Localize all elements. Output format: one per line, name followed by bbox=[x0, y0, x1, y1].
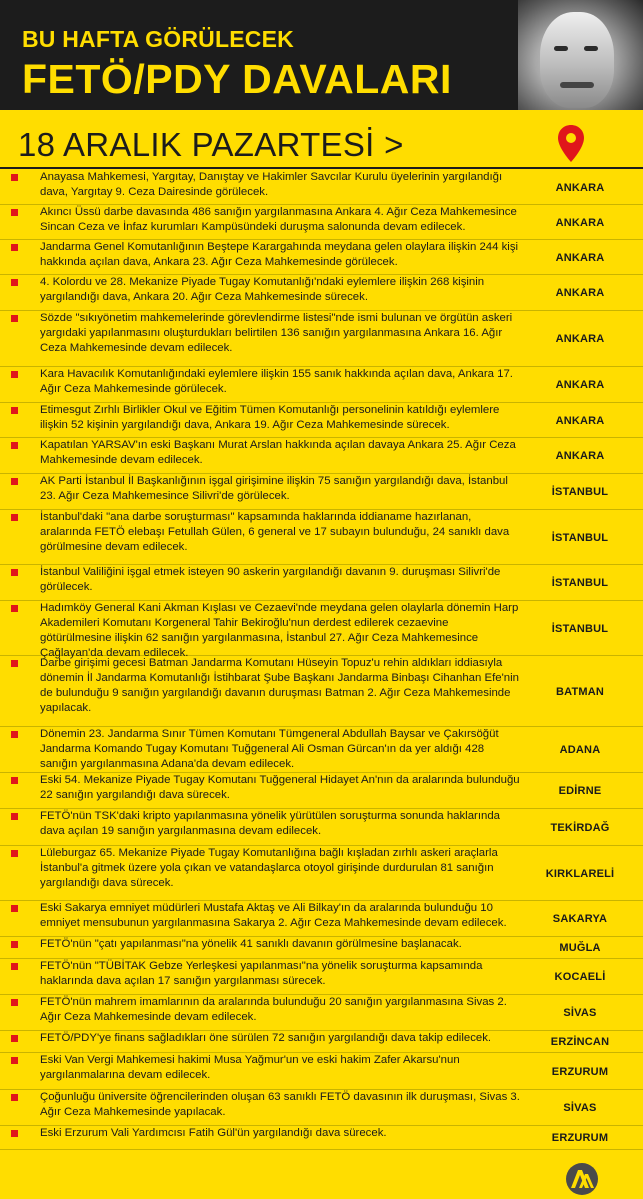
case-city: ERZURUM bbox=[551, 1066, 609, 1078]
case-description: Jandarma Genel Komutanlığının Beştepe Karargahında meydana gelen olaylara ilişkin 244 kişi hakkında açılan dava, Ankara 23. Ağır Ceza Mahkemesinde görülecek. bbox=[40, 241, 519, 268]
header-title: FETÖ/PDY DAVALARI bbox=[22, 56, 452, 102]
case-city: EDİRNE bbox=[558, 785, 602, 797]
case-city: SİVAS bbox=[563, 1102, 597, 1114]
date-row bbox=[0, 118, 643, 168]
red-bullet-icon bbox=[11, 569, 18, 576]
header-banner bbox=[0, 0, 643, 110]
case-description: FETÖ'nün TSK'daki kripto yapılanmasına yönelik yürütülen soruşturma sonunda haklarında dava açılan 19 sanığın yargılanmasına devam edilecek. bbox=[40, 810, 501, 837]
red-bullet-icon bbox=[11, 407, 18, 414]
case-city: ANKARA bbox=[555, 333, 605, 345]
case-description: Eski Van Vergi Mahkemesi hakimi Musa Yağmur'un ve eski hakim Zafer Akarsu'nun yargılanmalarına devam edilecek. bbox=[40, 1054, 460, 1081]
case-city: ANKARA bbox=[555, 415, 605, 427]
case-city: KOCAELİ bbox=[554, 971, 606, 983]
case-city: ANKARA bbox=[555, 182, 605, 194]
portrait-face bbox=[540, 12, 614, 108]
red-bullet-icon bbox=[11, 1057, 18, 1064]
aa-logo-icon bbox=[565, 1162, 599, 1196]
red-bullet-icon bbox=[11, 999, 18, 1006]
red-bullet-icon bbox=[11, 731, 18, 738]
case-row bbox=[0, 1126, 643, 1150]
case-city: İSTANBUL bbox=[551, 486, 609, 498]
case-row bbox=[0, 656, 643, 727]
red-bullet-icon bbox=[11, 905, 18, 912]
red-bullet-icon bbox=[11, 963, 18, 970]
red-bullet-icon bbox=[11, 279, 18, 286]
case-description: Eski Sakarya emniyet müdürleri Mustafa Aktaş ve Ali Bilkay'ın da aralarında bulunduğu 10 emniyet mensubunun yargılanmasına Sakarya 2. Ağır Ceza Mahkemesinde devam edilecek. bbox=[40, 902, 507, 929]
red-bullet-icon bbox=[11, 1130, 18, 1137]
red-bullet-icon bbox=[11, 850, 18, 857]
case-row bbox=[0, 995, 643, 1031]
case-row bbox=[0, 773, 643, 809]
case-description: FETÖ/PDY'ye finans sağladıkları öne sürülen 72 sanığın yargılandığı dava takip edilecek. bbox=[40, 1032, 492, 1044]
case-description: Eski 54. Mekanize Piyade Tugay Komutanı Tuğgeneral Hidayet An'nın da aralarında bulunduğu 22 sanığın yargılandığı dava sürecek. bbox=[40, 774, 520, 801]
red-bullet-icon bbox=[11, 442, 18, 449]
case-row bbox=[0, 601, 643, 659]
case-row bbox=[0, 727, 643, 773]
case-row bbox=[0, 846, 643, 901]
case-description: Lüleburgaz 65. Mekanize Piyade Tugay Komutanlığına bağlı kışladan zırhlı askeri araçlarla İstanbul'a gitmek üzere yola çıkan ve vatandaşlarca otoyol girişinde durdurulan 81 sanığın yargılandığı dava sürecek. bbox=[40, 847, 498, 889]
red-bullet-icon bbox=[11, 777, 18, 784]
red-bullet-icon bbox=[11, 514, 18, 521]
portrait-eye-right bbox=[584, 46, 598, 51]
case-row bbox=[0, 937, 643, 959]
case-city: MUĞLA bbox=[559, 942, 601, 954]
case-city: KIRKLARELİ bbox=[545, 868, 615, 880]
red-bullet-icon bbox=[11, 371, 18, 378]
case-description: Anayasa Mahkemesi, Yargıtay, Danıştay ve Hakimler Savcılar Kurulu üyelerinin yargılandığı dava, Yargıtay 9. Ceza Dairesinde görülecek. bbox=[40, 171, 503, 198]
red-bullet-icon bbox=[11, 174, 18, 181]
portrait-eye-left bbox=[554, 46, 568, 51]
case-row bbox=[0, 1053, 643, 1090]
location-pin-icon bbox=[556, 124, 586, 164]
case-row bbox=[0, 275, 643, 311]
case-city: ANKARA bbox=[555, 379, 605, 391]
red-bullet-icon bbox=[11, 813, 18, 820]
case-city: SİVAS bbox=[563, 1007, 597, 1019]
case-city: İSTANBUL bbox=[551, 623, 609, 635]
red-bullet-icon bbox=[11, 660, 18, 667]
date-label: 18 ARALIK PAZARTESİ > bbox=[18, 126, 404, 163]
case-row bbox=[0, 311, 643, 367]
red-bullet-icon bbox=[11, 1035, 18, 1042]
case-row bbox=[0, 901, 643, 937]
portrait-photo bbox=[518, 0, 643, 110]
case-row bbox=[0, 809, 643, 846]
case-city: ANKARA bbox=[555, 252, 605, 264]
red-bullet-icon bbox=[11, 244, 18, 251]
case-city: İSTANBUL bbox=[551, 577, 609, 589]
case-description: Akıncı Üssü darbe davasında 486 sanığın yargılanmasına Ankara 4. Ağır Ceza Mahkemesince Sincan Ceza ve İnfaz kurumları Kampüsündeki duruşma salonunda devam edilecek. bbox=[40, 206, 517, 233]
case-city: TEKİRDAĞ bbox=[550, 822, 610, 834]
case-description: Sözde "sıkıyönetim mahkemelerinde görevlendirme listesi"nde ismi bulunan ve örgütün askeri yargıdaki yapılanmasını oluşturdukları belirtilen 136 sanığın yargılanmasına Ankara 16. Ağır Ceza Mahkemesinde devam edilecek. bbox=[40, 312, 513, 354]
case-description: Darbe girişimi gecesi Batman Jandarma Komutanı Hüseyin Topuz'u rehin aldıkları iddiasıyla dönemin İl Jandarma Komutanlığı İstihbarat Şube Başkanı Jandarma Binbaşı Cihanhan Efe'nin de bulunduğu 9 sanığın yargılandığı davanın duruşması Batman 2. Ağır Ceza Mahkemesinde yapılacak. bbox=[40, 657, 519, 714]
red-bullet-icon bbox=[11, 1094, 18, 1101]
header-subtitle: BU HAFTA GÖRÜLECEK bbox=[22, 26, 294, 52]
case-city: ANKARA bbox=[555, 287, 605, 299]
case-row bbox=[0, 240, 643, 275]
case-city: ANKARA bbox=[555, 450, 605, 462]
case-city: BATMAN bbox=[555, 686, 605, 698]
case-description: Çoğunluğu üniversite öğrencilerinden oluşan 63 sanıklı FETÖ davasının ilk duruşması, Sivas 3. Ağır Ceza Mahkemesinde yapılacak. bbox=[40, 1091, 520, 1118]
portrait-mustache bbox=[560, 82, 594, 88]
case-city: ADANA bbox=[559, 744, 601, 756]
case-description: Kapatılan YARSAV'ın eski Başkanı Murat Arslan hakkında açılan davaya Ankara 25. Ağır Ceza Mahkemesinde devam edilecek. bbox=[40, 439, 516, 466]
case-city: ERZURUM bbox=[551, 1132, 609, 1144]
case-row bbox=[0, 205, 643, 240]
case-row bbox=[0, 1090, 643, 1126]
case-row bbox=[0, 403, 643, 438]
case-description: FETÖ'nün mahrem imamlarının da aralarında bulunduğu 20 sanığın yargılanmasına Sivas 2. Ağır Ceza Mahkemesinde devam edilecek. bbox=[40, 996, 507, 1023]
case-city: ANKARA bbox=[555, 217, 605, 229]
case-description: İstanbul Valiliğini işgal etmek isteyen 90 askerin yargılandığı davanın 9. duruşması Silivri'de görülecek. bbox=[40, 566, 501, 593]
case-description: FETÖ'nün "çatı yapılanması"na yönelik 41 sanıklı davanın görülmesine başlanacak. bbox=[40, 938, 462, 950]
case-description: Kara Havacılık Komutanlığındaki eylemlere ilişkin 155 sanık hakkında açılan dava, Ankara 17. Ağır Ceza Mahkemesinde görülecek. bbox=[40, 368, 513, 395]
case-description: 4. Kolordu ve 28. Mekanize Piyade Tugay Komutanlığı'ndaki eylemlere ilişkin 268 kişinin yargılandığı dava, Ankara 20. Ağır Ceza Mahkemesinde sürecek. bbox=[40, 276, 485, 303]
case-row bbox=[0, 438, 643, 474]
red-bullet-icon bbox=[11, 478, 18, 485]
red-bullet-icon bbox=[11, 605, 18, 612]
case-row bbox=[0, 170, 643, 205]
date-divider bbox=[0, 167, 643, 169]
case-list bbox=[0, 170, 643, 1160]
case-row bbox=[0, 1031, 643, 1053]
case-city: ERZİNCAN bbox=[550, 1036, 610, 1048]
case-row bbox=[0, 510, 643, 565]
case-city: SAKARYA bbox=[552, 913, 608, 925]
case-description: Dönemin 23. Jandarma Sınır Tümen Komutanı Tümgeneral Abdullah Baysar ve Çakırsöğüt Jandarma Komando Tugay Komutanı Tuğgeneral Ali Osman Gürcan'ın da yer aldığı 428 sanığın yargılanmasına Adana'da devam edilecek. bbox=[40, 728, 499, 770]
case-description: AK Parti İstanbul İl Başkanlığının işgal girişimine ilişkin 75 sanığın yargılandığı dava, İstanbul 23. Ağır Ceza Mahkemesince Silivri'de görülecek. bbox=[40, 475, 508, 502]
case-description: Etimesgut Zırhlı Birlikler Okul ve Eğitim Tümen Komutanlığı personelinin katıldığı eylemlere ilişkin 52 kişinin yargılandığı dava, Ankara 19. Ağır Ceza Mahkemesinde sürecek. bbox=[40, 404, 500, 431]
red-bullet-icon bbox=[11, 209, 18, 216]
case-city: İSTANBUL bbox=[551, 532, 609, 544]
red-bullet-icon bbox=[11, 941, 18, 948]
case-row bbox=[0, 474, 643, 510]
case-description: İstanbul'daki "ana darbe soruşturması" kapsamında haklarında iddianame hazırlanan, aralarında FETÖ elebaşı Fetullah Gülen, 6 general ve 17 subayın bulunduğu, 24 sanıklı dava görülmesine devam edilecek. bbox=[40, 511, 510, 553]
red-bullet-icon bbox=[11, 315, 18, 322]
case-row bbox=[0, 565, 643, 601]
case-description: Eski Erzurum Vali Yardımcısı Fatih Gül'ün yargılandığı dava sürecek. bbox=[40, 1127, 387, 1139]
case-row bbox=[0, 367, 643, 403]
case-row bbox=[0, 959, 643, 995]
case-description: FETÖ'nün "TÜBİTAK Gebze Yerleşkesi yapılanması"na yönelik soruşturma kapsamında haklarında dava açılan 17 sanığın yargılanması sürecek. bbox=[40, 960, 483, 987]
case-description: Hadımköy General Kani Akman Kışlası ve Cezaevi'nde meydana gelen olaylarla dönemin Harp Akademileri Komutanı Korgeneral Tahir Bekiroğlu'nun derdest edilerek cezaevine götürülmesine ilişkin 62 sanığın yargılanmasına, İstanbul 27. Ağır Ceza Mahkemesince Çağlayan'da devam edilecek. bbox=[40, 602, 519, 659]
